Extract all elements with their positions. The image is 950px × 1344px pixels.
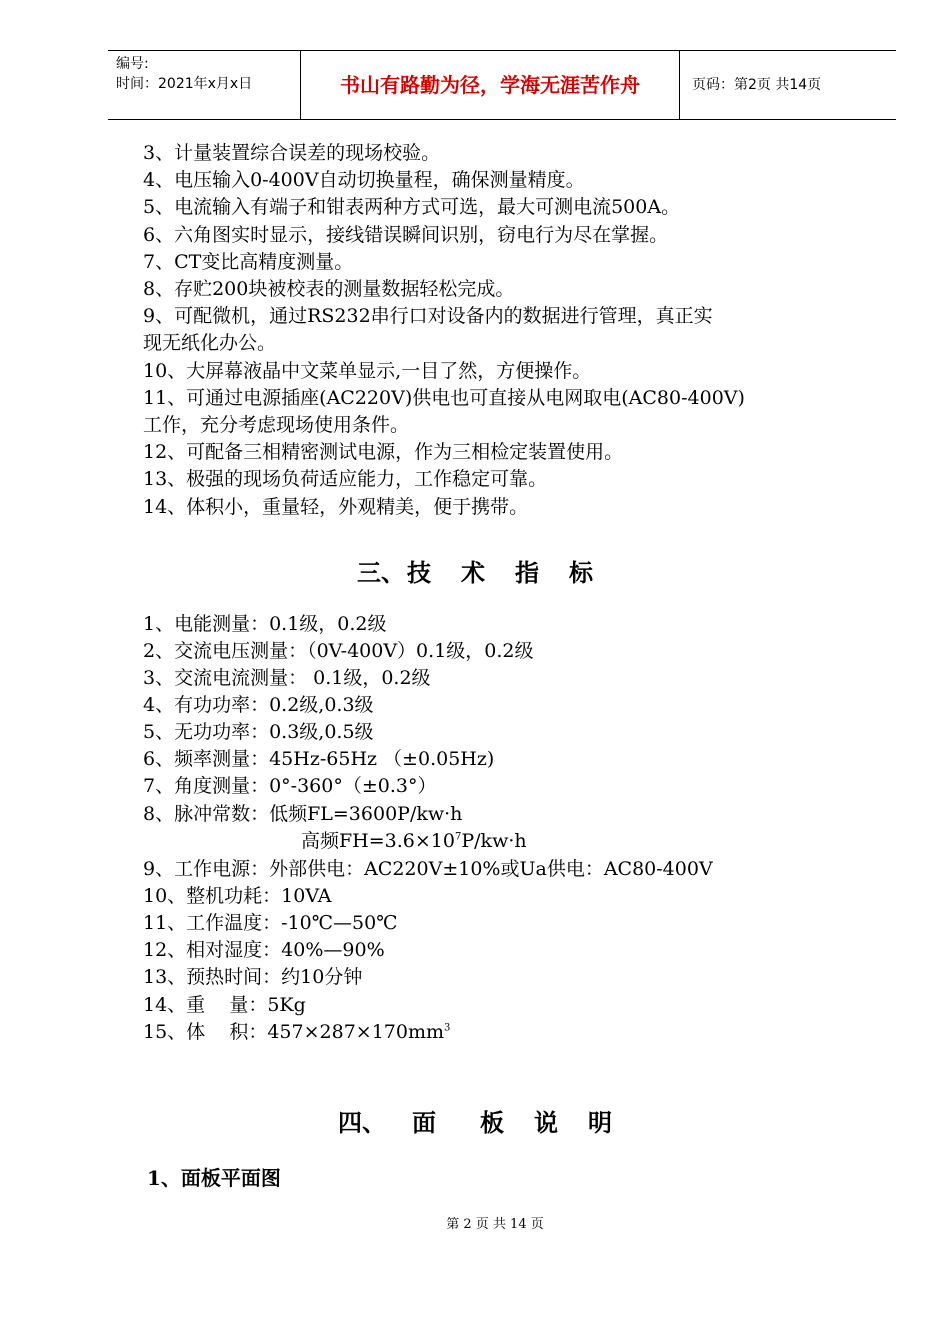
spec-item: 4、有功功率：0.2级,0.3级 — [143, 694, 374, 716]
page-footer: 第 2 页 共 14 页 — [446, 1217, 544, 1232]
list-item: 10、大屏幕液晶中文菜单显示,一目了然，方便操作。 — [143, 359, 592, 382]
spec-item: 5、无功功率：0.3级,0.5级 — [143, 721, 374, 743]
number-label: 编号: — [116, 56, 149, 72]
list-item: 7、CT变比高精度测量。 — [143, 250, 354, 273]
spec-item-volume — [143, 1019, 450, 1046]
high-freq-exponent: 7 — [455, 831, 462, 843]
spec-item-high-frequency — [301, 828, 527, 855]
title-part: 面 — [412, 1108, 436, 1137]
feature-list — [143, 140, 863, 521]
spec-item: 8、脉冲常数：低频FL=3600P/kw·h — [143, 803, 463, 825]
header-page-info: 页码：第2页 共14页 — [692, 77, 822, 93]
volume-text: 15、体 积：457×287×170mm — [143, 1021, 445, 1043]
header-meta-cell — [108, 51, 301, 119]
title-part: 明 — [588, 1108, 612, 1137]
header-motto: 书山有路勤为径，学海无涯苦作舟 — [301, 51, 680, 119]
list-item: 3、计量装置综合误差的现场校验。 — [143, 142, 441, 164]
title-part: 术 — [461, 558, 485, 587]
subsection-title: 1、面板平面图 — [147, 1166, 281, 1190]
list-item: 11、可通过电源插座(AC220V)供电也可直接从电网取电(AC80-400V) — [143, 386, 745, 409]
time-label: 时间：2021年x月x日 — [116, 76, 253, 92]
list-item: 6、六角图实时显示，接线错误瞬间识别，窃电行为尽在掌握。 — [143, 223, 669, 246]
high-freq-prefix: 高频FH=3.6×10 — [301, 830, 455, 852]
list-item: 12、可配备三相精密测试电源，作为三相检定装置使用。 — [143, 441, 624, 464]
list-item: 4、电压输入0-400V自动切换量程，确保测量精度。 — [143, 169, 585, 192]
title-part: 指 — [515, 558, 539, 587]
list-item: 13、极强的现场负荷适应能力，工作稳定可靠。 — [143, 468, 548, 491]
list-item: 工作，充分考虑现场使用条件。 — [143, 414, 410, 437]
list-item: 现无纸化办公。 — [143, 332, 277, 355]
spec-item: 10、整机功耗：10VA — [143, 885, 332, 907]
title-part: 说 — [534, 1108, 558, 1137]
spec-item: 11、工作温度：-10℃—50℃ — [143, 912, 398, 934]
spec-item: 2、交流电压测量：（0V-400V）0.1级，0.2级 — [143, 640, 534, 662]
spec-item: 7、角度测量：0°-360°（±0.3°） — [143, 775, 437, 797]
spec-item: 13、预热时间：约10分钟 — [143, 966, 363, 988]
volume-exponent: 3 — [444, 1022, 451, 1034]
list-item: 14、体积小，重量轻，外观精美，便于携带。 — [143, 495, 529, 518]
title-part: 四、 — [338, 1108, 386, 1137]
section-title-specs — [0, 553, 950, 588]
high-freq-suffix: P/kw·h — [461, 830, 527, 852]
list-item: 5、电流输入有端子和钳表两种方式可选，最大可测电流500A。 — [143, 196, 681, 219]
spec-item: 14、重 量：5Kg — [143, 994, 306, 1016]
title-part: 技 — [407, 558, 431, 587]
spec-item: 9、工作电源：外部供电：AC220V±10%或Ua供电：AC80-400V — [143, 858, 713, 880]
spec-item: 1、电能测量：0.1级，0.2级 — [143, 613, 387, 635]
title-part: 标 — [569, 558, 593, 587]
title-part: 板 — [480, 1108, 504, 1137]
spec-item: 3、交流电流测量： 0.1级，0.2级 — [143, 667, 431, 689]
spec-item: 12、相对湿度：40%—90% — [143, 939, 385, 961]
list-item: 8、存贮200块被校表的测量数据轻松完成。 — [143, 278, 515, 301]
title-part: 三、 — [357, 558, 405, 587]
spec-item: 6、频率测量：45Hz-65Hz （±0.05Hz) — [143, 748, 495, 770]
list-item: 9、可配微机，通过RS232串行口对设备内的数据进行管理，真正实 — [143, 305, 713, 328]
section-title-panel — [0, 1103, 950, 1138]
page-header — [108, 50, 896, 120]
